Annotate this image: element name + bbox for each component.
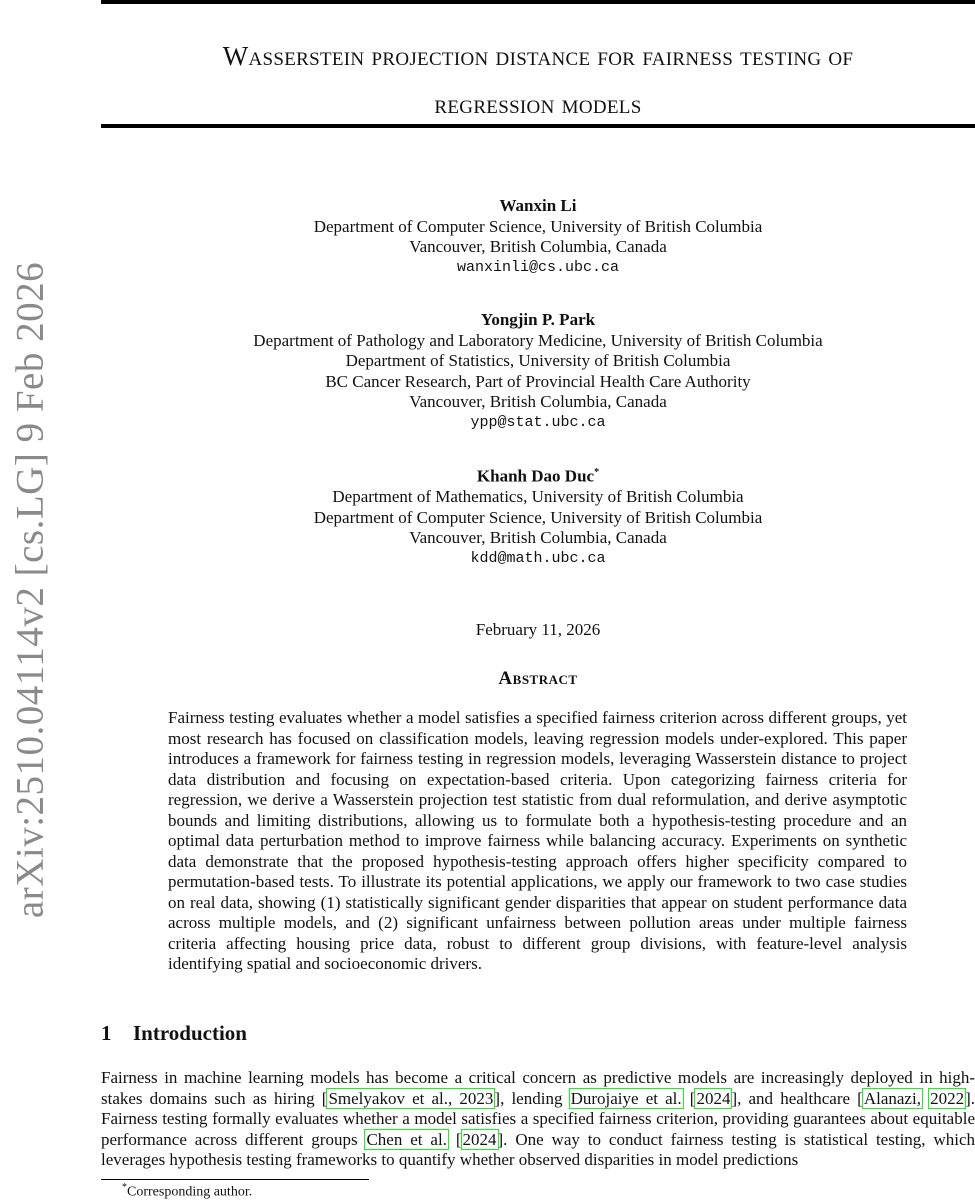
intro-text: ]. One way to conduct fairness testing is statistical testing, which leverages hypothesis testing frameworks to quantify whether observed disparities in model predictions xyxy=(101,1129,975,1169)
title-rule-top xyxy=(101,0,975,4)
author-affiliation: Department of Pathology and Laboratory Medicine, University of British Columbia xyxy=(253,330,823,350)
abstract-text: Fairness testing evaluates whether a model satisfies a specified fairness criterion across different groups, yet most research has focused on classification models, leaving regression models under-explored. This paper introduces a framework for fairness testing in regression models, leveraging Wasserstein distance to project data distribution and focusing on expectation-based criteria. Upon categorizing fairness criteria for regression, we derive a Wasserstein projection test statistic from dual reformulation, and derive asymptotic bounds and limiting distributions, allowing us to formulate both a hypothesis-testing procedure and an optimal data perturbation method to improve fairness while balancing accuracy. Experiments on synthetic data demonstrate that the proposed hypothesis-testing approach offers higher specificity compared to permutation-based tests. To illustrate its potential applications, we apply our framework to two case studies on real data, showing (1) statistically significant gender disparities that appear on student performance data across multiple models, and (2) significant unfairness between pollution areas under multiple fairness criteria affecting housing price data, robust to different group divisions, with feature-level analysis identifying spatial and socioeconomic drivers. xyxy=(168,708,907,973)
title-line-1: Wasserstein projection distance for fairness testing of xyxy=(222,41,854,71)
footnote-mark: * xyxy=(122,1182,127,1193)
corresponding-mark: * xyxy=(594,467,600,478)
footnote-rule xyxy=(101,1179,369,1180)
intro-text xyxy=(922,1089,929,1108)
citation-link[interactable]: Durojaiye et al. xyxy=(570,1088,682,1108)
intro-paragraph xyxy=(101,1068,975,1171)
abstract-heading: Abstract xyxy=(498,668,578,689)
citation-link[interactable]: Chen et al. xyxy=(366,1129,447,1149)
title-line-2: regression models xyxy=(434,89,642,119)
section-heading xyxy=(101,1021,247,1046)
section-title: Introduction xyxy=(133,1021,247,1045)
author-email[interactable]: kdd@math.ubc.ca xyxy=(470,549,606,567)
author-affiliation: BC Cancer Research, Part of Provincial Health Care Authority xyxy=(325,371,751,391)
author-email[interactable]: ypp@stat.ubc.ca xyxy=(470,413,606,431)
paper-date: February 11, 2026 xyxy=(475,620,601,639)
author-affiliation: Vancouver, British Columbia, Canada xyxy=(409,528,667,548)
intro-text: ], and healthcare [ xyxy=(731,1088,863,1108)
arxiv-identifier: arXiv:2510.04114v2 [cs.LG] 9 Feb 2026 xyxy=(8,261,52,919)
author-email[interactable]: wanxinli@cs.ubc.ca xyxy=(456,258,620,276)
author-block-1 xyxy=(101,196,975,278)
author-affiliation: Department of Computer Science, University of British Columbia xyxy=(313,507,763,527)
intro-text: [ xyxy=(447,1129,462,1149)
author-name: Wanxin Li xyxy=(499,196,577,215)
author-affiliation: Vancouver, British Columbia, Canada xyxy=(409,392,667,411)
author-affiliation: Department of Computer Science, University of British Columbia xyxy=(313,216,763,236)
title-rule-bottom xyxy=(101,124,975,128)
author-block-3 xyxy=(101,463,975,569)
footnote xyxy=(122,1182,252,1201)
intro-text: ], lending xyxy=(494,1088,570,1108)
citation-link[interactable]: 2024 xyxy=(462,1129,497,1149)
author-block-2 xyxy=(101,310,975,433)
citation-link[interactable]: 2024 xyxy=(696,1088,731,1108)
paper-title xyxy=(101,32,975,128)
footnote-text: Corresponding author. xyxy=(127,1184,253,1200)
author-name-text: Khanh Dao Duc xyxy=(476,466,595,486)
citation-link[interactable]: 2022 xyxy=(930,1088,965,1108)
author-name xyxy=(101,463,975,487)
citation-link[interactable]: Alanazi, xyxy=(863,1088,921,1108)
author-affiliation: Department of Statistics, University of British Columbia xyxy=(345,351,731,370)
section-number: 1 xyxy=(101,1021,112,1045)
intro-text: ]. Fairness testing formally evaluates whether a model satisfies a specified fairness criterion, providing guarantees about equitable performance across different groups xyxy=(101,1088,975,1149)
author-affiliation: Department of Mathematics, University of British Columbia xyxy=(332,487,744,507)
author-affiliation: Vancouver, British Columbia, Canada xyxy=(409,237,667,256)
citation-link[interactable]: Smelyakov et al., 2023 xyxy=(328,1088,494,1108)
intro-text: [ xyxy=(682,1088,696,1108)
intro-text: Fairness in machine learning models has become a critical concern as predictive models are increasingly deployed in high-stakes domains such as hiring [ xyxy=(101,1068,975,1108)
author-name: Yongjin P. Park xyxy=(480,310,596,329)
